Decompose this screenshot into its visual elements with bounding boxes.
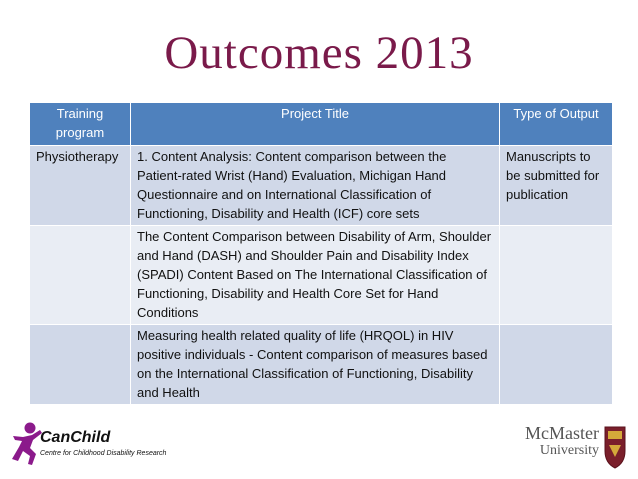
- table-header-row: [30, 103, 613, 146]
- header-type-of-output: Type of Output: [500, 103, 613, 146]
- output-type-cell: Manuscripts to be submitted for publication: [500, 146, 613, 226]
- project-title-cell: Measuring health related quality of life (HRQOL) in HIV positive individuals - Content comparison of measures based on the International Classification of Functioning, Disability and Health: [131, 325, 500, 405]
- project-title-cell: The Content Comparison between Disability of Arm, Shoulder and Hand (DASH) and Shoulder Pain and Disability Index (SPADI) Content Based on The International Classification of Functioning, Disability and Health Core Set for Hand Conditions: [131, 226, 500, 325]
- mcmaster-logo: [525, 423, 629, 473]
- training-program-cell: [30, 325, 131, 405]
- canchild-name: CanChild: [40, 429, 111, 446]
- header-project-title: Project Title: [131, 103, 500, 146]
- table-row: [30, 226, 613, 325]
- mcmaster-university-label: University: [539, 443, 599, 458]
- mcmaster-name: McMaster: [525, 423, 599, 443]
- project-title-cell: 1. Content Analysis: Content comparison between the Patient-rated Wrist (Hand) Evaluation, Michigan Hand Questionnaire and on International Classification of Functioning, Disability and Health (ICF) core sets: [131, 146, 500, 226]
- training-program-cell: [30, 226, 131, 325]
- outcomes-table: [29, 103, 613, 405]
- canchild-tagline: Centre for Childhood Disability Research: [40, 450, 167, 457]
- training-program-cell: Physiotherapy: [30, 146, 131, 226]
- output-type-cell: [500, 325, 613, 405]
- mcmaster-shield-icon: [603, 425, 627, 469]
- output-type-cell: [500, 226, 613, 325]
- canchild-logo: [10, 421, 190, 469]
- slide-title: Outcomes 2013: [164, 27, 474, 79]
- table-row: [30, 146, 613, 226]
- running-child-icon: [10, 421, 44, 467]
- header-training-program: Training program: [30, 103, 131, 146]
- table-row: [30, 325, 613, 405]
